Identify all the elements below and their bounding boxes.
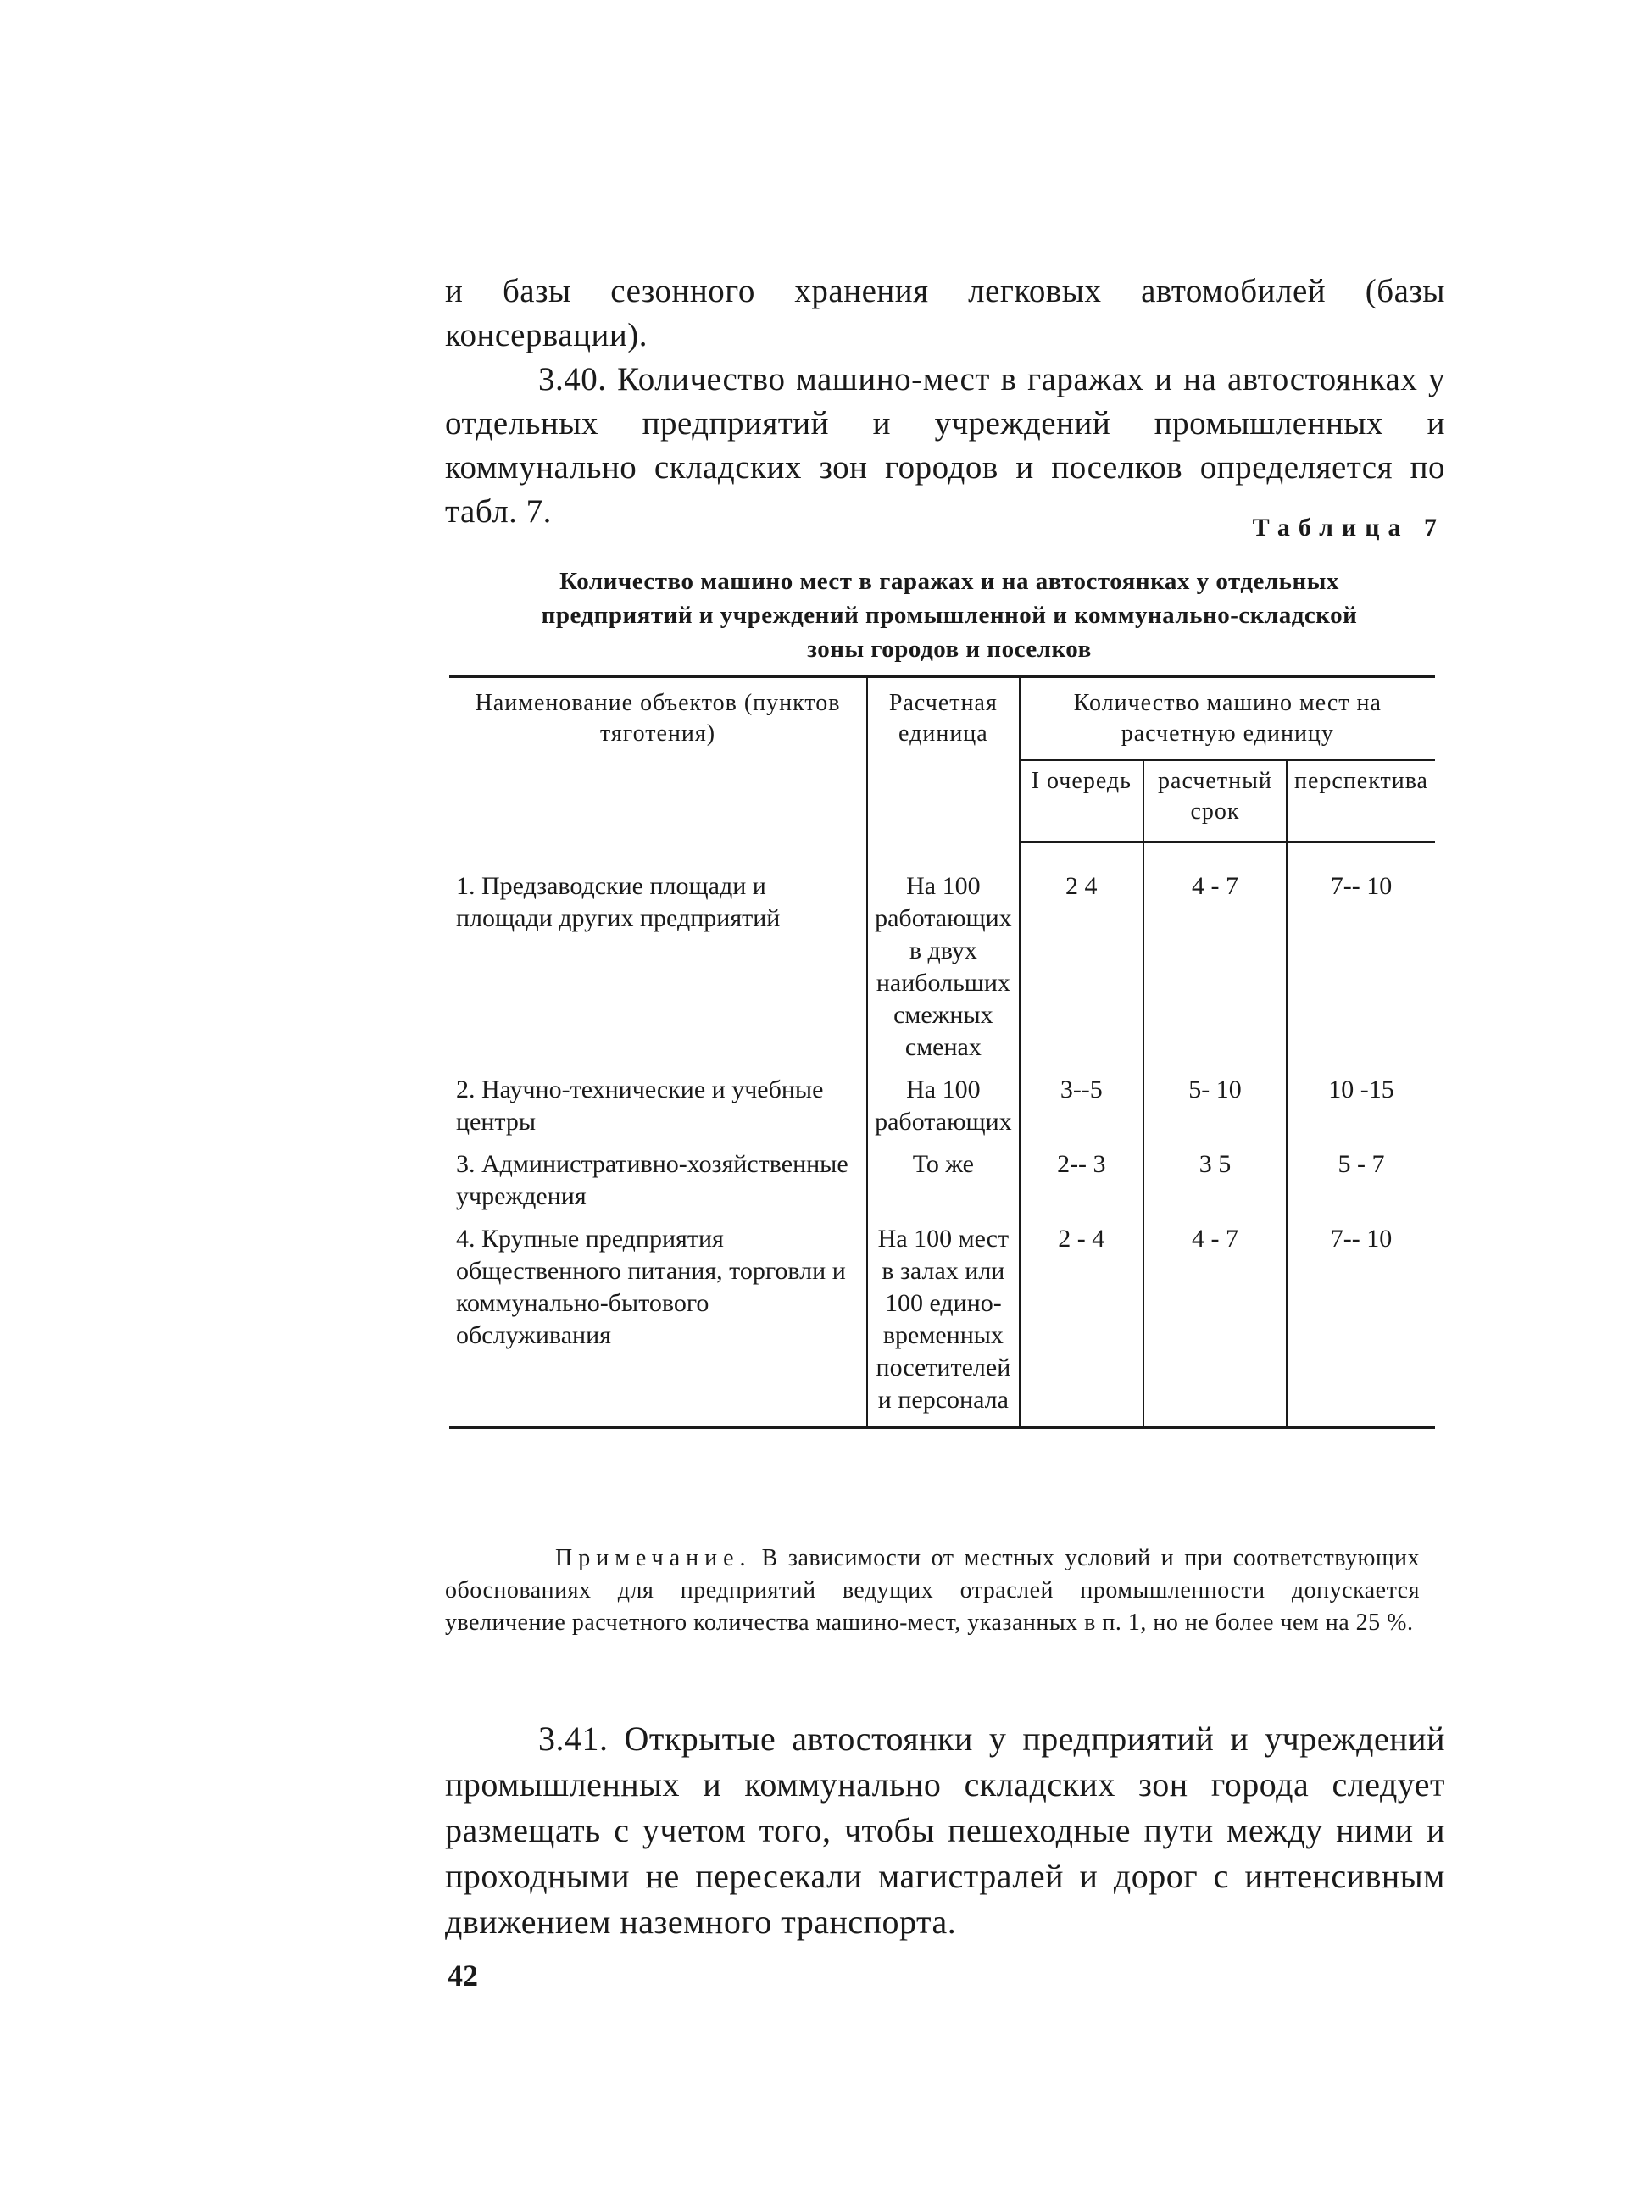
header-count: Количество машино мест на расчетную единицу [1020,677,1435,761]
paragraph-3-40: 3.40. Количество машино-мест в гаражах и на автостоянках у отдельных предприятий и учреждений промышленных и коммунально складских зон городов и поселков определяется по табл. 7. [445,361,1445,530]
row-unit: На 100 мест в залах или 100 единовременных посетителей и персонала [867,1218,1020,1428]
table-row [449,1218,1435,1428]
row-future: 10 -15 [1287,1069,1435,1143]
row-stage-1: 2-- 3 [1020,1143,1143,1218]
parking-spaces-table [449,675,1435,1429]
row-future: 7-- 10 [1287,865,1435,1069]
row-stage-1: 2 - 4 [1020,1218,1143,1428]
row-unit: На 100 работающих [867,1069,1020,1143]
row-stage-1: 2 4 [1020,865,1143,1069]
continuation-paragraph: и базы сезонного хранения легковых автомобилей (базы консервации). [445,273,1445,353]
row-unit: На 100 работающих в двух наибольших смежных сменах [867,865,1020,1069]
table-note [445,1542,1420,1639]
row-name: 2. Научно-технические и учебные центры [456,1075,824,1136]
row-name: 1. Предзаводские площади и площади других предприятий [456,872,781,932]
row-term: 4 - 7 [1143,1218,1287,1428]
row-future: 7-- 10 [1287,1218,1435,1428]
row-unit: То же [867,1143,1020,1218]
header-unit: Расчетная единица [867,677,1020,842]
table-row [449,1069,1435,1143]
header-name: Наименование объектов (пунктов тяготения) [449,677,867,842]
row-term: 5- 10 [1143,1069,1287,1143]
row-term: 3 5 [1143,1143,1287,1218]
table-row [449,865,1435,1069]
row-stage-1: 3--5 [1020,1069,1143,1143]
note-label: Примечание. [555,1545,752,1571]
note-text: В зависимости от местных условий и при соответствующих обоснованиях для предприятий ведущих отраслей промышленности допускается увеличение расчетного количества машино-мест, указанных в п. 1, но не более чем на 25 %. [445,1545,1420,1636]
table-label: Таблица 7 [1252,514,1445,542]
header-stage-1: I очередь [1020,760,1143,842]
row-future: 5 - 7 [1287,1143,1435,1218]
row-name: 3. Административно-хозяйственные учреждения [456,1150,848,1210]
table-row [449,1143,1435,1218]
section-3-41 [445,1716,1445,1945]
intro-section [445,270,1445,534]
header-term: расчетный срок [1143,760,1287,842]
row-term: 4 - 7 [1143,865,1287,1069]
paragraph-3-41: 3.41. Открытые автостоянки у предприятий и учреждений промышленных и коммунально складских зон города следует размещать с учетом того, чтобы пешеходные пути между ними и проходными не пересекали магистралей и дорог с интенсивным движением наземного транспорта. [445,1720,1445,1941]
row-name: 4. Крупные предприятия общественного питания, торговли и коммунально-бытового обслуживания [449,1218,867,1428]
header-future: перспектива [1287,760,1435,842]
table-caption: Количество машино мест в гаражах и на автостоянках у отдельных предприятий и учреждений промышленной и коммунально-складской зоны городов и поселков [541,568,1358,663]
page-number: 42 [448,1959,478,1992]
